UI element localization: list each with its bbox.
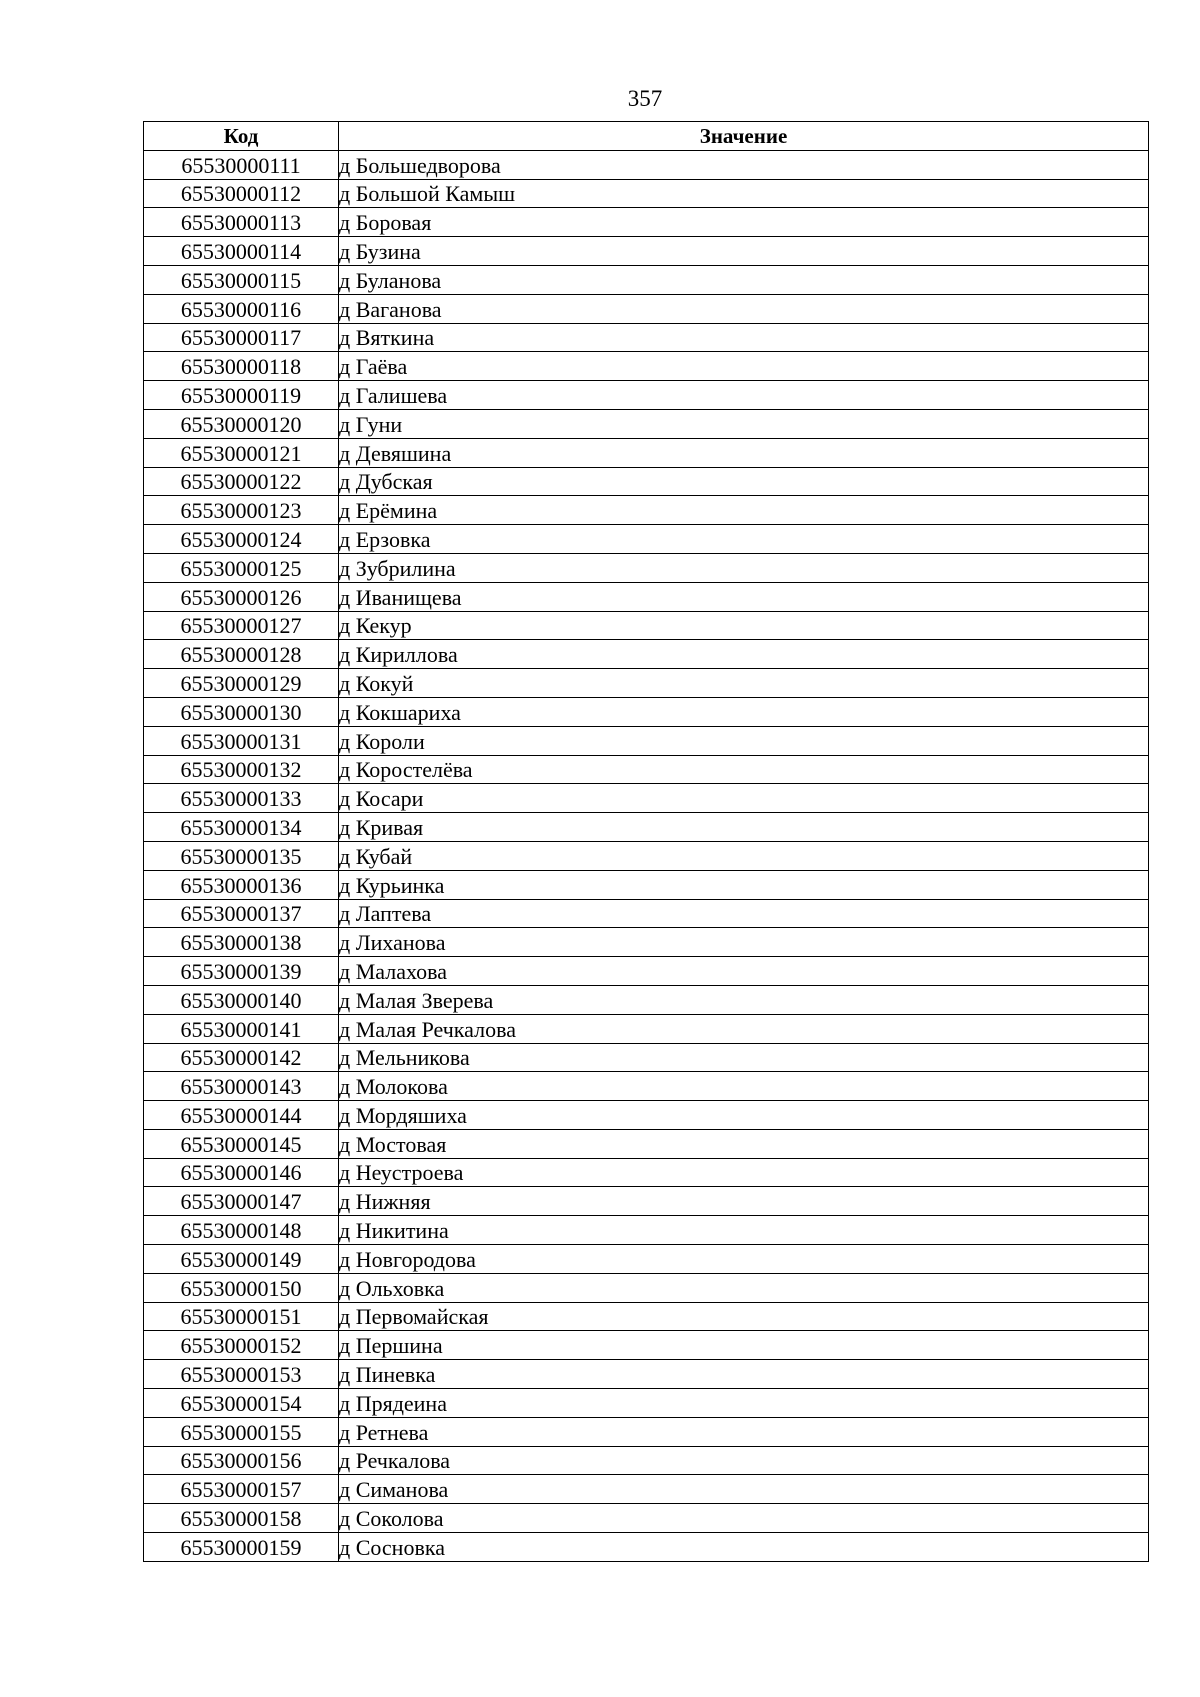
table-row [144,640,1149,669]
row-code-cell: 65530000145 [144,1129,339,1158]
row-code-cell: 65530000149 [144,1245,339,1274]
row-value-cell: д Малая Зверева [339,985,1149,1014]
table-row [144,438,1149,467]
row-code-cell: 65530000141 [144,1014,339,1043]
row-code-cell: 65530000117 [144,323,339,352]
table-row [144,323,1149,352]
row-value-cell: д Малая Речкалова [339,1014,1149,1043]
table-row [144,611,1149,640]
row-value-cell: д Кокуй [339,669,1149,698]
table-row [144,1475,1149,1504]
row-code-cell: 65530000134 [144,813,339,842]
row-code-cell: 65530000118 [144,352,339,381]
row-code-cell: 65530000138 [144,928,339,957]
row-value-cell: д Первомайская [339,1302,1149,1331]
table-row [144,553,1149,582]
row-code-cell: 65530000122 [144,467,339,496]
table-row [144,208,1149,237]
row-code-cell: 65530000135 [144,841,339,870]
table-row [144,669,1149,698]
row-value-cell: д Мордяшиха [339,1101,1149,1130]
table-row [144,841,1149,870]
row-value-cell: д Неустроева [339,1158,1149,1187]
table-row [144,1043,1149,1072]
row-value-cell: д Мостовая [339,1129,1149,1158]
row-code-cell: 65530000150 [144,1273,339,1302]
table-row [144,1245,1149,1274]
row-code-cell: 65530000124 [144,525,339,554]
table-row [144,1389,1149,1418]
row-value-cell: д Вяткина [339,323,1149,352]
row-value-cell: д Сосновка [339,1533,1149,1562]
row-code-cell: 65530000156 [144,1446,339,1475]
table-row [144,870,1149,899]
table-row [144,813,1149,842]
row-value-cell: д Кубай [339,841,1149,870]
row-code-cell: 65530000129 [144,669,339,698]
row-value-cell: д Пиневка [339,1360,1149,1389]
row-value-cell: д Прядеина [339,1389,1149,1418]
table-row [144,1014,1149,1043]
row-value-cell: д Косари [339,784,1149,813]
row-code-cell: 65530000148 [144,1216,339,1245]
row-code-cell: 65530000155 [144,1417,339,1446]
row-value-cell: д Першина [339,1331,1149,1360]
row-code-cell: 65530000153 [144,1360,339,1389]
row-code-cell: 65530000159 [144,1533,339,1562]
page-number: 357 [627,86,663,111]
row-value-cell: д Дубская [339,467,1149,496]
row-code-cell: 65530000119 [144,381,339,410]
row-value-cell: д Иванищева [339,582,1149,611]
row-value-cell: д Короли [339,726,1149,755]
table-row [144,525,1149,554]
row-value-cell: д Мельникова [339,1043,1149,1072]
table-row [144,265,1149,294]
table-row [144,1101,1149,1130]
row-value-cell: д Кокшариха [339,697,1149,726]
table-row [144,957,1149,986]
row-code-cell: 65530000143 [144,1072,339,1101]
row-code-cell: 65530000140 [144,985,339,1014]
row-value-cell: д Лаптева [339,899,1149,928]
row-value-cell: д Нижняя [339,1187,1149,1216]
row-code-cell: 65530000133 [144,784,339,813]
row-code-cell: 65530000144 [144,1101,339,1130]
row-value-cell: д Курьинка [339,870,1149,899]
row-code-cell: 65530000157 [144,1475,339,1504]
row-code-cell: 65530000152 [144,1331,339,1360]
table-row [144,496,1149,525]
table-row [144,582,1149,611]
table-row [144,697,1149,726]
row-value-cell: д Гаёва [339,352,1149,381]
row-value-cell: д Большой Камыш [339,179,1149,208]
row-value-cell: д Зубрилина [339,553,1149,582]
row-code-cell: 65530000142 [144,1043,339,1072]
table-body [144,150,1149,1561]
row-value-cell: д Ерёмина [339,496,1149,525]
row-value-cell: д Коростелёва [339,755,1149,784]
row-code-cell: 65530000147 [144,1187,339,1216]
row-value-cell: д Ретнева [339,1417,1149,1446]
row-value-cell: д Никитина [339,1216,1149,1245]
row-value-cell: д Новгородова [339,1245,1149,1274]
row-value-cell: д Кривая [339,813,1149,842]
row-value-cell: д Боровая [339,208,1149,237]
row-value-cell: д Ерзовка [339,525,1149,554]
row-code-cell: 65530000128 [144,640,339,669]
table-row [144,1360,1149,1389]
table-row [144,1302,1149,1331]
row-code-cell: 65530000132 [144,755,339,784]
table-header-row [144,122,1149,151]
table-row [144,755,1149,784]
table-row [144,784,1149,813]
row-code-cell: 65530000146 [144,1158,339,1187]
row-value-cell: д Большедворова [339,150,1149,179]
row-value-cell: д Девяшина [339,438,1149,467]
table-row [144,381,1149,410]
table-row [144,179,1149,208]
table-row [144,409,1149,438]
table-row [144,467,1149,496]
table-row [144,352,1149,381]
row-code-cell: 65530000121 [144,438,339,467]
row-code-cell: 65530000113 [144,208,339,237]
column-header-value: Значение [339,122,1149,151]
table-row [144,985,1149,1014]
table-row [144,1533,1149,1562]
table-row [144,1187,1149,1216]
table-row [144,1331,1149,1360]
row-value-cell: д Соколова [339,1504,1149,1533]
table-row [144,899,1149,928]
row-value-cell: д Молокова [339,1072,1149,1101]
row-code-cell: 65530000127 [144,611,339,640]
row-code-cell: 65530000115 [144,265,339,294]
table-row [144,294,1149,323]
row-value-cell: д Буланова [339,265,1149,294]
row-value-cell: д Ваганова [339,294,1149,323]
table-row [144,726,1149,755]
column-header-code: Код [144,122,339,151]
table-row [144,1129,1149,1158]
table-row [144,1273,1149,1302]
row-value-cell: д Гуни [339,409,1149,438]
row-value-cell: д Галишева [339,381,1149,410]
row-code-cell: 65530000130 [144,697,339,726]
row-value-cell: д Симанова [339,1475,1149,1504]
row-code-cell: 65530000139 [144,957,339,986]
table-row [144,150,1149,179]
table-row [144,1446,1149,1475]
row-value-cell: д Бузина [339,237,1149,266]
row-code-cell: 65530000131 [144,726,339,755]
row-value-cell: д Кириллова [339,640,1149,669]
classifier-table [143,121,1149,1562]
row-code-cell: 65530000136 [144,870,339,899]
row-code-cell: 65530000137 [144,899,339,928]
row-code-cell: 65530000120 [144,409,339,438]
table-row [144,1216,1149,1245]
row-code-cell: 65530000125 [144,553,339,582]
row-code-cell: 65530000123 [144,496,339,525]
row-code-cell: 65530000158 [144,1504,339,1533]
table-row [144,1158,1149,1187]
row-code-cell: 65530000111 [144,150,339,179]
row-value-cell: д Лиханова [339,928,1149,957]
row-code-cell: 65530000114 [144,237,339,266]
row-value-cell: д Малахова [339,957,1149,986]
table-row [144,1072,1149,1101]
table-row [144,928,1149,957]
row-code-cell: 65530000116 [144,294,339,323]
row-code-cell: 65530000151 [144,1302,339,1331]
row-value-cell: д Речкалова [339,1446,1149,1475]
table-row [144,1417,1149,1446]
row-code-cell: 65530000126 [144,582,339,611]
row-value-cell: д Ольховка [339,1273,1149,1302]
table-row [144,237,1149,266]
table-row [144,1504,1149,1533]
row-code-cell: 65530000154 [144,1389,339,1418]
row-value-cell: д Кекур [339,611,1149,640]
row-code-cell: 65530000112 [144,179,339,208]
